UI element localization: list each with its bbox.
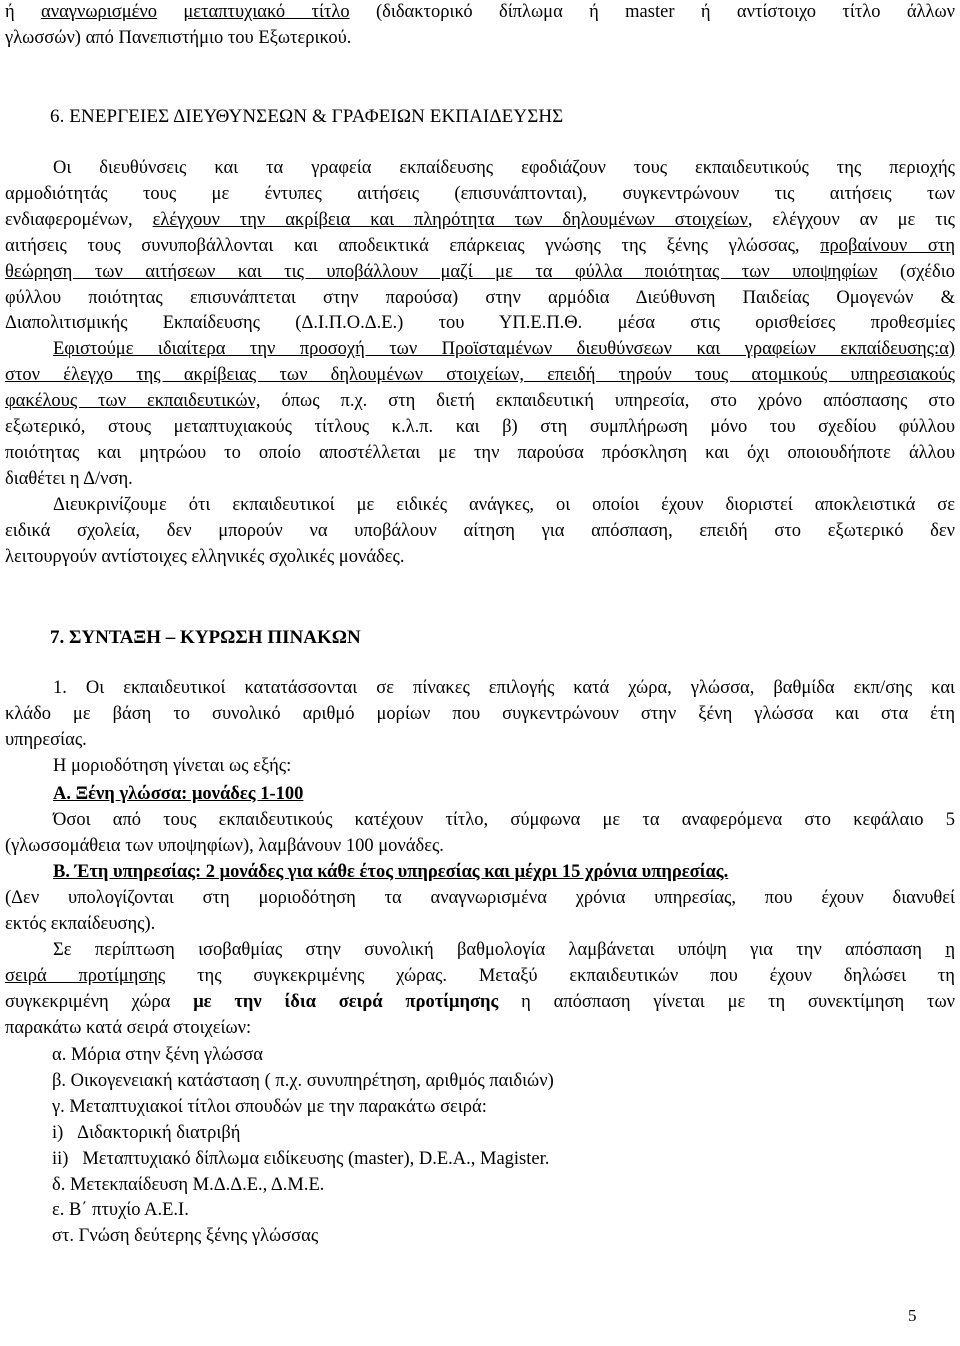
section-7-heading: 7. ΣΥΝΤΑΞΗ – ΚΥΡΩΣΗ ΠΙΝΑΚΩΝ	[50, 627, 361, 648]
list-item: α. Μόρια στην ξένη γλώσσα	[52, 1045, 263, 1065]
section-6-paragraph-3	[5, 493, 955, 571]
underlined-text: προβαίνουν στη	[820, 235, 955, 256]
text-line: υπηρεσίας.	[5, 729, 87, 750]
intro-line	[5, 0, 955, 26]
list-item: ii) Μεταπτυχιακό δίπλωμα ειδίκευσης (master), D.E.A., Magister.	[52, 1148, 550, 1169]
text-line: παρακάτω κατά σειρά στοιχείων:	[5, 1017, 252, 1038]
text-line: Οι διευθύνσεις και τα γραφεία εκπαίδευσης εφοδιάζουν τους εκπαιδευτικούς της περιοχής	[53, 158, 955, 178]
list-item: δ. Μετεκπαίδευση Μ.Δ.Δ.Ε., Δ.Μ.Ε.	[52, 1174, 325, 1195]
text-line: ποιότητας και μητρώου το οποίο αποστέλλεται με την παρούσα πρόσκληση και όχι οποιουδήποτε άλλου	[5, 442, 955, 463]
criteria-list	[52, 1043, 952, 1250]
text-line: διαθέτει η Δ/νση.	[5, 468, 133, 489]
underlined-text: ελέγχουν την ακρίβεια και πληρότητα των δηλουμένων στοιχείων	[152, 209, 748, 230]
criterion-a-heading: Α. Ξένη γλώσσα: μονάδες 1-100	[53, 784, 304, 804]
text: (σχέδιο	[877, 261, 955, 282]
list-item: i) Διδακτορική διατριβή	[52, 1122, 241, 1143]
text-line: ειδικά σχολεία, δεν μπορούν να υποβάλουν αίτηση για απόσπαση, επειδή στο εξωτερικό δεν	[5, 520, 955, 541]
text-line	[5, 208, 955, 234]
text: η απόσπαση γίνεται με τη συνεκτίμηση των	[498, 991, 956, 1012]
text	[157, 2, 183, 22]
text: όπως π.χ. στη διετή εκπαιδευτική υπηρεσία, στο χρόνο απόσπασης στο	[260, 390, 955, 411]
section-6-paragraph-2	[5, 337, 955, 492]
text-line: (Δεν υπολογίζονται στη μοριοδότηση τα αναγνωρισμένα χρόνια υπηρεσίας, που έχουν διανυθεί	[5, 888, 955, 908]
criterion-a-text	[5, 808, 955, 860]
text-line	[5, 389, 955, 415]
underlined-line: στον έλεγχο της ακρίβειας των δηλουμένων στοιχείων, επειδή τηρούν τους ατομικούς υπηρεσιακούς	[5, 364, 955, 385]
text: ή	[5, 2, 42, 22]
page-number: 5	[908, 1306, 917, 1325]
intro-line: γλωσσών) από Πανεπιστήμιο του Εξωτερικού.	[5, 27, 352, 48]
text-line: 1. Οι εκπαιδευτικοί κατατάσσονται σε πίνακες επιλογής κατά χώρα, γλώσσα, βαθμίδα εκπ/σης και	[53, 678, 955, 698]
text: της συγκεκριμένης χώρας. Μεταξύ εκπαιδευτικών που έχουν δηλώσει τη	[165, 965, 955, 986]
list-item: στ. Γνώση δεύτερης ξένης γλώσσας	[52, 1226, 319, 1247]
list-item: γ. Μεταπτυχιακοί τίτλοι σπουδών με την παρακάτω σειρά:	[52, 1096, 487, 1117]
text: Σε περίπτωση ισοβαθμίας στην συνολική βαθμολογία λαμβάνεται υπόψη για την απόσπαση	[53, 940, 946, 960]
text-line: κλάδο με βάση το συνολικό αριθμό μορίων που συγκεντρώνουν στην ξένη γλώσσα και στα έτη	[5, 703, 955, 724]
list-item: β. Οικογενειακή κατάσταση ( π.χ. συνυπηρέτηση, αριθμός παιδιών)	[52, 1070, 554, 1091]
text-line: φύλλου ποιότητας επισυνάπτεται στην παρούσα) στην αρμόδια Διεύθυνση Παιδείας Ομογενών &	[5, 287, 955, 308]
text-line: λειτουργούν αντίστοιχες ελληνικές σχολικές μονάδες.	[5, 546, 405, 567]
text-line: Διαπολιτισμικής Εκπαίδευσης (Δ.Ι.Π.Ο.Δ.Ε.) του ΥΠ.Ε.Π.Θ. μέσα στις ορισθείσες προθεσμίες	[5, 313, 955, 334]
tie-break-paragraph	[5, 938, 955, 1042]
intro-paragraph	[5, 0, 955, 52]
section-7-paragraph-1	[5, 676, 955, 780]
text-line: (γλωσσομάθεια των υποψηφίων), λαμβάνουν 100 μονάδες.	[5, 835, 444, 856]
underlined-text: σειρά προτίμησης	[5, 965, 166, 986]
text-line: εξωτερικό, στους μεταπτυχιακούς τίτλους κ.λ.π. και β) στη συμπλήρωση μόνο του σχεδίου φύλλου	[5, 416, 955, 437]
text: συγκεκριμένη χώρα	[5, 991, 194, 1012]
text-line	[5, 964, 955, 990]
criterion-b-heading: Β. Έτη υπηρεσίας: 2 μονάδες για κάθε έτος υπηρεσίας και μέχρι 15 χρόνια υπηρεσίας.	[53, 862, 729, 882]
text: , ελέγχουν αν με τις	[747, 209, 955, 230]
text-line: Η μοριοδότηση γίνεται ως εξής:	[53, 755, 292, 776]
text-line: εκτός εκπαίδευσης).	[5, 913, 156, 934]
text-line	[5, 260, 955, 286]
text: ενδιαφερομένων,	[5, 209, 153, 230]
text-line	[5, 234, 955, 260]
underlined-text: η	[945, 940, 955, 960]
text-line: Όσοι από τους εκπαιδευτικούς κατέχουν τίτλο, σύμφωνα με τα αναφερόμενα στο κεφάλαιο 5	[53, 810, 955, 830]
section-6-heading: 6. ΕΝΕΡΓΕΙΕΣ ΔΙΕΥΘΥΝΣΕΩΝ & ΓΡΑΦΕΙΩΝ ΕΚΠΑΙΔΕΥΣΗΣ	[50, 106, 564, 127]
text-line	[5, 938, 955, 964]
criterion-b-text	[5, 886, 955, 938]
underlined-text: αναγνωρισμένο	[41, 2, 157, 22]
text: (διδακτορικό δίπλωμα ή master ή αντίστοιχο τίτλο άλλων	[349, 2, 956, 22]
text-line: Διευκρινίζουμε ότι εκπαιδευτικοί με ειδικές ανάγκες, οι οποίοι έχουν διοριστεί αποκλειστικά σε	[53, 495, 955, 515]
list-item: ε. Β΄ πτυχίο Α.Ε.Ι.	[52, 1200, 189, 1221]
underlined-text: μεταπτυχιακό τίτλο	[183, 2, 350, 22]
underlined-line: Εφιστούμε ιδιαίτερα την προσοχή των Προϊσταμένων διευθύνσεων και γραφείων εκπαίδευσης:α)	[53, 339, 955, 359]
underlined-text: φακέλους των εκπαιδευτικών,	[5, 390, 261, 411]
section-6-paragraph-1	[5, 156, 955, 337]
text-line: αρμοδιότητάς τους με έντυπες αιτήσεις (επισυνάπτονται), συγκεντρώνουν τις αιτήσεις των	[5, 183, 955, 204]
bold-text: με την ίδια σειρά προτίμησης	[193, 991, 499, 1012]
underlined-text: θεώρηση των αιτήσεων και τις υποβάλλουν μαζί με τα φύλλα ποιότητας των υποψηφίων	[5, 261, 878, 282]
text-line	[5, 990, 955, 1016]
text: αιτήσεις τους συνυποβάλλονται και αποδεικτικά επάρκειας γνώσης της ξένης γλώσσας,	[5, 235, 821, 256]
